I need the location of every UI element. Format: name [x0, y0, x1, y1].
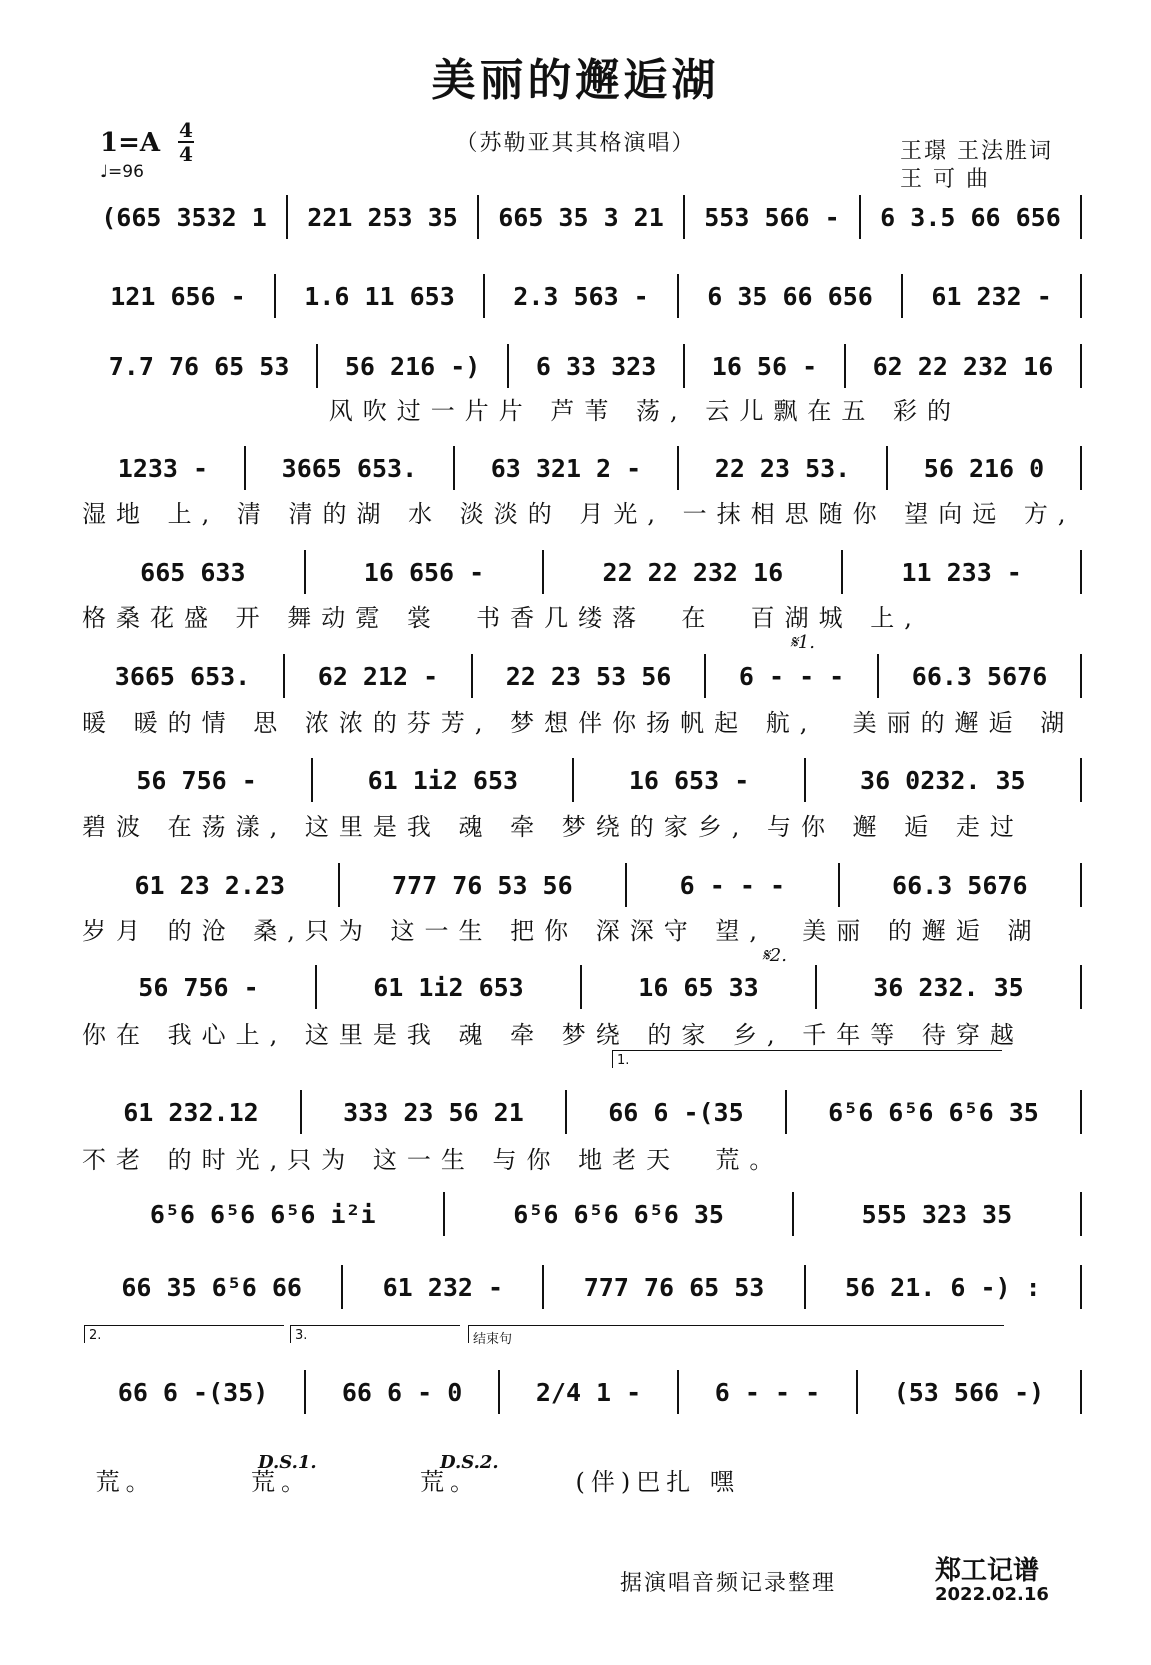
barline	[1080, 1370, 1082, 1414]
measure: 62 212 -	[317, 661, 439, 691]
staff-row	[82, 865, 1082, 905]
staff-row	[82, 346, 1082, 386]
staff-row	[82, 197, 1082, 237]
barline	[1080, 758, 1082, 802]
measure: 66 6 -(35)	[117, 1377, 269, 1407]
ds-mark-2: D.S.2.	[440, 1452, 499, 1473]
barline	[1080, 1265, 1082, 1309]
measure: 2.3 563 -	[513, 281, 649, 311]
measure: 333 23 56 21	[343, 1097, 524, 1127]
source-note: 据演唱音频记录整理	[620, 1571, 837, 1596]
measure: 66 6 - 0	[341, 1377, 463, 1407]
measure: 1.6 11 653	[304, 281, 455, 311]
measure: 22 23 53 56	[505, 661, 672, 691]
measure: 6 35 66 656	[707, 281, 873, 311]
segno-mark-2: 𝄋2.	[762, 945, 787, 966]
volta-3: 3.	[290, 1325, 460, 1343]
measure: 553 566 -	[704, 202, 840, 232]
measure: 16 56 -	[711, 351, 818, 381]
measure: 56 21. 6 -) :	[845, 1272, 1041, 1302]
measure: 6⁵6 6⁵6 6⁵6 i²i	[149, 1199, 376, 1229]
volta-2: 2.	[84, 1325, 284, 1343]
key-signature: 1=A	[100, 128, 161, 158]
staff-row	[82, 656, 1082, 696]
measure: 6⁵6 6⁵6 6⁵6 35	[513, 1199, 724, 1229]
measure: 66.3 5676	[892, 870, 1028, 900]
transcriber-stamp: 郑工记谱	[935, 1556, 1040, 1586]
lyric-line: 岁月 的沧 桑,只为 这一生 把你 深深守 望, 美丽 的邂逅 湖	[82, 917, 1042, 945]
measure: 62 22 232 16	[872, 351, 1054, 381]
measure: 777 76 53 56	[392, 870, 573, 900]
measure: 6 - - -	[738, 661, 845, 691]
measure: 6 - - -	[714, 1377, 821, 1407]
barline	[1080, 965, 1082, 1009]
measure: 777 76 65 53	[583, 1272, 765, 1302]
measure: 7.7 76 65 53	[108, 351, 290, 381]
barline	[1080, 550, 1082, 594]
barline	[1080, 344, 1082, 388]
measure: 56 756 -	[136, 765, 257, 795]
barline	[1080, 863, 1082, 907]
measure: 61 23 2.23	[134, 870, 286, 900]
measure: 36 0232. 35	[860, 765, 1026, 795]
measure: 61 232.12	[123, 1097, 259, 1127]
measure: 2/4 1 -	[535, 1377, 642, 1407]
measure: 16 65 33	[638, 972, 759, 1002]
measure: 56 756 -	[138, 972, 259, 1002]
measure: (53 566 -)	[893, 1377, 1045, 1407]
segno-mark-1: 𝄋1.	[790, 632, 815, 653]
measure: 66 35 6⁵6 66	[121, 1272, 302, 1302]
measure: 66.3 5676	[911, 661, 1048, 691]
measure: 36 232. 35	[873, 972, 1024, 1002]
ds-mark-1: D.S.1.	[258, 1452, 317, 1473]
composer-credit: 王 可 曲	[900, 167, 990, 192]
measure: 555 323 35	[861, 1199, 1013, 1229]
lyric-line: 风吹过一片片 芦苇 荡, 云儿飘在五 彩的	[82, 397, 961, 425]
measure: 3665 653.	[281, 453, 418, 483]
lyric-line: 荒。 荒。 荒。 (伴)巴扎 嘿	[82, 1468, 740, 1496]
lyric-line: 湿地 上, 清 清的湖 水 淡淡的 月光, 一抹相思随你 望向远 方,	[82, 500, 1076, 528]
barline	[1080, 274, 1082, 318]
lyricist-credit: 王璟 王法胜词	[900, 139, 1053, 164]
staff-row	[82, 552, 1082, 592]
singer-credit: （苏勒亚其其格演唱）	[455, 131, 696, 156]
barline	[1080, 195, 1082, 239]
measure: 61 232 -	[382, 1272, 504, 1302]
measure: 6 - - -	[679, 870, 786, 900]
measure: 56 216 0	[923, 453, 1045, 483]
staff-row	[82, 1267, 1082, 1307]
barline	[1080, 446, 1082, 490]
staff-row	[82, 1372, 1082, 1412]
measure: 16 656 -	[363, 557, 485, 587]
measure: 121 656 -	[110, 281, 246, 311]
measure: 22 22 232 16	[602, 557, 784, 587]
measure: 665 633	[140, 557, 246, 587]
measure: 61 1i2 653	[367, 765, 519, 795]
measure: 22 23 53.	[714, 453, 851, 483]
measure: 16 653 -	[628, 765, 750, 795]
lyric-line: 碧波 在荡漾, 这里是我 魂 牵 梦绕的家乡, 与你 邂 逅 走过	[82, 813, 1024, 841]
staff-row	[82, 448, 1082, 488]
song-title: 美丽的邂逅湖	[431, 55, 720, 106]
measure: 6⁵6 6⁵6 6⁵6 35	[828, 1097, 1039, 1127]
lyric-line: 你在 我心上, 这里是我 魂 牵 梦绕 的家 乡, 千年等 待穿越	[82, 1021, 1024, 1049]
transcription-date: 2022.02.16	[935, 1584, 1049, 1605]
staff-row	[82, 760, 1082, 800]
measure: 221 253 35	[307, 202, 458, 232]
lyric-line: 暖 暖的情 思 浓浓的芬芳, 梦想伴你扬帆起 航, 美丽的邂逅 湖	[82, 709, 1075, 737]
measure: 1233 -	[117, 453, 209, 483]
staff-row	[82, 967, 1082, 1007]
measure: 63 321 2 -	[490, 453, 642, 483]
barline	[1080, 1192, 1082, 1236]
measure: (665 3532 1	[101, 202, 267, 232]
staff-row	[82, 276, 1082, 316]
lyric-line: 不老 的时光,只为 这一生 与你 地老天 荒。	[82, 1146, 784, 1174]
staff-row	[82, 1092, 1082, 1132]
tempo-mark: ♩=96	[100, 162, 144, 182]
measure: 6 33 323	[535, 351, 657, 381]
barline	[1080, 1090, 1082, 1134]
measure: 6 3.5 66 656	[880, 202, 1061, 232]
time-bottom: 4	[179, 142, 193, 166]
measure: 3665 653.	[114, 661, 251, 691]
lyric-line: 格桑花盛 开 舞动霓 裳 书香几缕落 在 百湖城 上,	[82, 604, 922, 632]
volta-ending: 结束句	[468, 1325, 1004, 1343]
measure: 56 216 -)	[344, 351, 481, 381]
measure: 665 35 3 21	[498, 202, 664, 232]
measure: 11 233 -	[901, 557, 1022, 587]
time-top: 4	[179, 118, 193, 142]
barline	[1080, 654, 1082, 698]
volta-1: 1.	[612, 1050, 1002, 1068]
measure: 66 6 -(35	[608, 1097, 744, 1127]
measure: 61 232 -	[931, 281, 1052, 311]
time-signature	[178, 120, 194, 164]
measure: 61 1i2 653	[373, 972, 524, 1002]
staff-row	[82, 1194, 1082, 1234]
